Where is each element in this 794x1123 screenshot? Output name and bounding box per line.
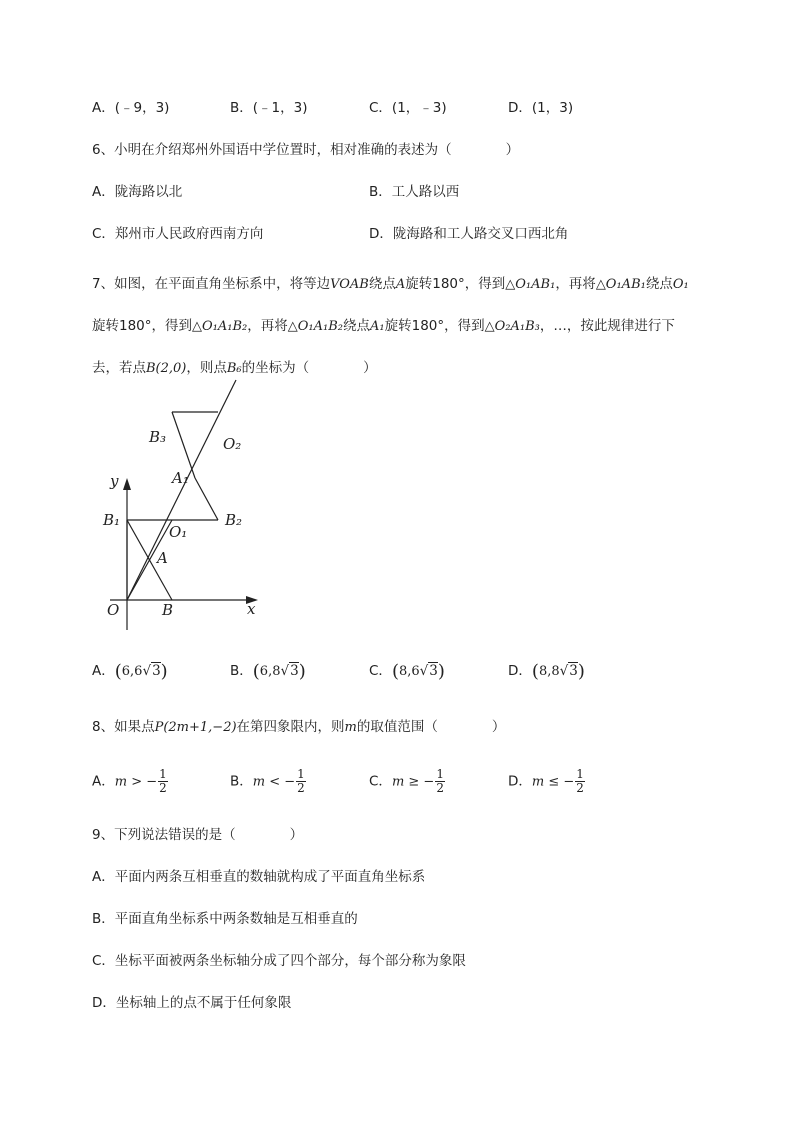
label-o2: O₂ — [223, 435, 242, 453]
q7-figure — [90, 370, 290, 640]
q9-option-a: A．平面内两条互相垂直的数轴就构成了平面直角坐标系 — [92, 869, 426, 885]
label-o: O — [107, 601, 120, 619]
q7-stem-line-1: 7、如图，在平面直角坐标系中，将等边VOAB绕点A旋转180°，得到△O₁AB₁，再将△O₁AB₁绕点O₁ — [92, 276, 689, 292]
y-axis-arrow — [123, 478, 131, 490]
q6-option-d: D．陇海路和工人路交叉口西北角 — [369, 226, 569, 242]
segment-b2-a1 — [195, 478, 218, 520]
q8-option-c: C．m ≥ − $\frac{1}{2}$ — [369, 767, 444, 795]
label-o1: O₁ — [169, 523, 188, 541]
line-o-o2 — [127, 380, 236, 600]
q5-option-d: D．(1，3) — [508, 100, 574, 116]
q9-option-c: C．坐标平面被两条坐标轴分成了四个部分，每个部分称为象限 — [92, 953, 466, 969]
q6-option-b: B．工人路以西 — [369, 184, 460, 200]
q7-stem-line-3: 去，若点B(2,0)，则点B₆的坐标为（ ） — [92, 360, 377, 376]
q8-option-b: B．m < − $\frac{1}{2}$ — [230, 767, 305, 795]
triangle-voab: VOAB — [330, 277, 369, 292]
label-y: y — [110, 472, 119, 490]
q9-option-b: B．平面直角坐标系中两条数轴是互相垂直的 — [92, 911, 358, 927]
q6-option-a: A．陇海路以北 — [92, 184, 183, 200]
label-b1: B₁ — [103, 511, 121, 529]
q7-option-a: A．(6,6√3) — [92, 661, 168, 682]
q9-stem: 9、下列说法错误的是（ ） — [92, 827, 304, 843]
q8-option-d: D．m ≤ − $\frac{1}{2}$ — [508, 767, 584, 795]
label-x: x — [247, 600, 256, 618]
q5-option-b: B．(﹣1，3) — [230, 100, 308, 116]
q5-option-c: C．(1，﹣3) — [369, 100, 447, 116]
label-b: B — [162, 601, 174, 619]
q6-option-c: C．郑州市人民政府西南方向 — [92, 226, 264, 242]
label-b2: B₂ — [225, 511, 243, 529]
q7-option-d: D．(8,8√3) — [508, 661, 585, 682]
q5-option-a: A．(﹣9，3) — [92, 100, 170, 116]
q6-stem: 6、小明在介绍郑州外国语中学位置时，相对准确的表述为（ ） — [92, 142, 520, 158]
label-a: A — [157, 549, 168, 567]
q9-option-d: D．坐标轴上的点不属于任何象限 — [92, 995, 292, 1011]
q7-option-c: C．(8,6√3) — [369, 661, 445, 682]
q7-option-b: B．(6,8√3) — [230, 661, 306, 682]
q7-stem-line-2: 旋转180°，得到△O₁A₁B₂，再将△O₁A₁B₂绕点A₁旋转180°，得到△O₂A₁B₃，…，按此规律进行下 — [92, 318, 675, 334]
label-b3: B₃ — [149, 428, 167, 446]
q8-stem: 8、如果点P(2m+1,−2)在第四象限内，则m的取值范围（ ） — [92, 719, 506, 735]
q8-option-a: A．m > − $\frac{1}{2}$ — [92, 767, 167, 795]
label-a1: A₁ — [172, 469, 189, 487]
